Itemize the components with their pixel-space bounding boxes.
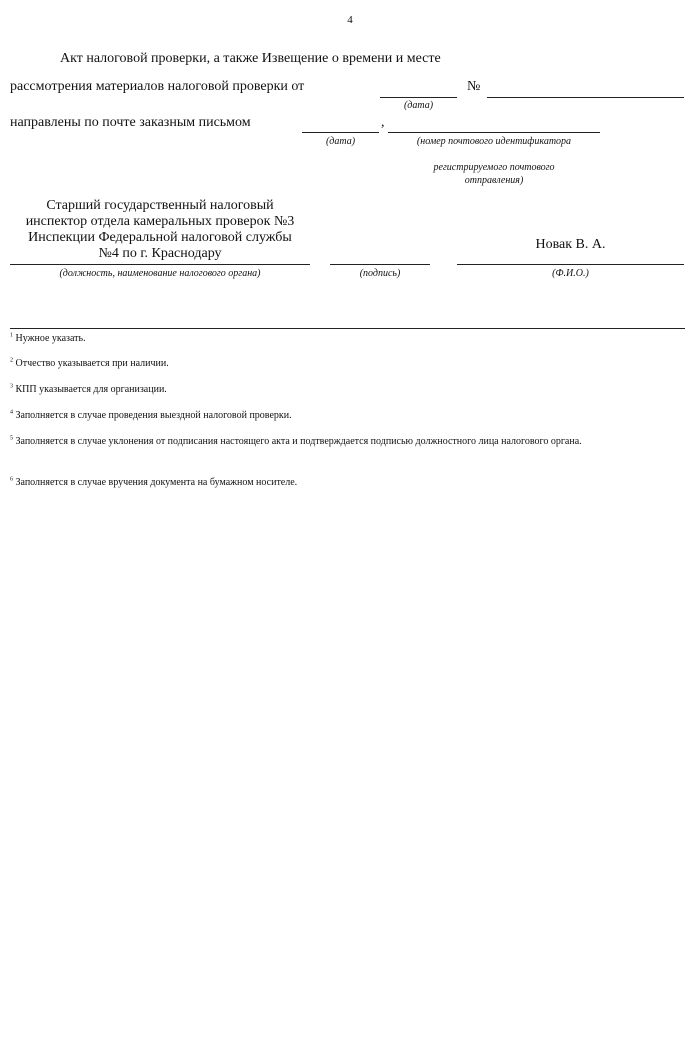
- page-number: 4: [347, 14, 353, 26]
- signature-field-line[interactable]: [330, 264, 430, 265]
- footnote-text: Нужное указать.: [15, 333, 86, 344]
- tracking-caption-line-2: регистрируемого почтового: [433, 162, 555, 173]
- tracking-caption-line-1: (номер почтового идентификатора: [416, 136, 572, 147]
- inspector-name: Новак В. А.: [535, 237, 606, 252]
- header-line-3: направлены по почте заказным письмом: [10, 115, 251, 130]
- footnote: [10, 476, 685, 489]
- footnote-mark: 5: [10, 435, 13, 442]
- signature-caption: (подпись): [359, 268, 401, 279]
- position-field-line[interactable]: [10, 264, 310, 265]
- footnote: [10, 409, 685, 422]
- position-line: Старший государственный налоговый: [46, 198, 274, 213]
- position-line: Инспекции Федеральной налоговой службы: [28, 230, 292, 245]
- footnote: [10, 332, 685, 345]
- header-line-2: рассмотрения материалов налоговой проверки от: [10, 79, 305, 94]
- footnote-mark: 3: [10, 383, 13, 390]
- position-caption: (должность, наименование налогового органа): [59, 268, 261, 279]
- footnote-text: КПП указывается для организации.: [15, 384, 167, 395]
- footnote-text: Заполняется в случае уклонения от подписания настоящего акта и подтверждается подписью должностного лица налогового органа.: [15, 436, 582, 447]
- comma: ,: [381, 115, 385, 130]
- footnote-mark: 1: [10, 332, 13, 339]
- date-caption: (дата): [403, 100, 434, 111]
- footnote: [10, 383, 685, 396]
- footnote-separator: [10, 328, 685, 329]
- footnote-text: Заполняется в случае вручения документа на бумажном носителе.: [15, 477, 298, 488]
- mail-date-field-line[interactable]: [302, 132, 379, 133]
- position-line: №4 по г. Краснодару: [98, 246, 222, 261]
- name-field-line[interactable]: [457, 264, 684, 265]
- date-field-line[interactable]: [380, 97, 457, 98]
- position-line: инспектор отдела камеральных проверок №3: [25, 214, 295, 229]
- number-sign: №: [467, 79, 481, 94]
- footnote-text: Заполняется в случае проведения выездной налоговой проверки.: [15, 410, 292, 421]
- name-caption: (Ф.И.О.): [552, 268, 589, 279]
- footnote-mark: 4: [10, 409, 13, 416]
- header-line-1: Акт налоговой проверки, а также Извещение о времени и месте: [60, 51, 441, 66]
- footnote-mark: 6: [10, 476, 13, 483]
- footnote-mark: 2: [10, 357, 13, 364]
- mail-date-caption: (дата): [325, 136, 356, 147]
- footnote-text: Отчество указывается при наличии.: [15, 358, 169, 369]
- footnote: [10, 357, 685, 370]
- footnote: [10, 435, 685, 448]
- number-field-line[interactable]: [487, 97, 684, 98]
- tracking-number-field-line[interactable]: [388, 132, 600, 133]
- tracking-caption-line-3: отправления): [464, 175, 524, 186]
- inspector-position: [10, 198, 310, 262]
